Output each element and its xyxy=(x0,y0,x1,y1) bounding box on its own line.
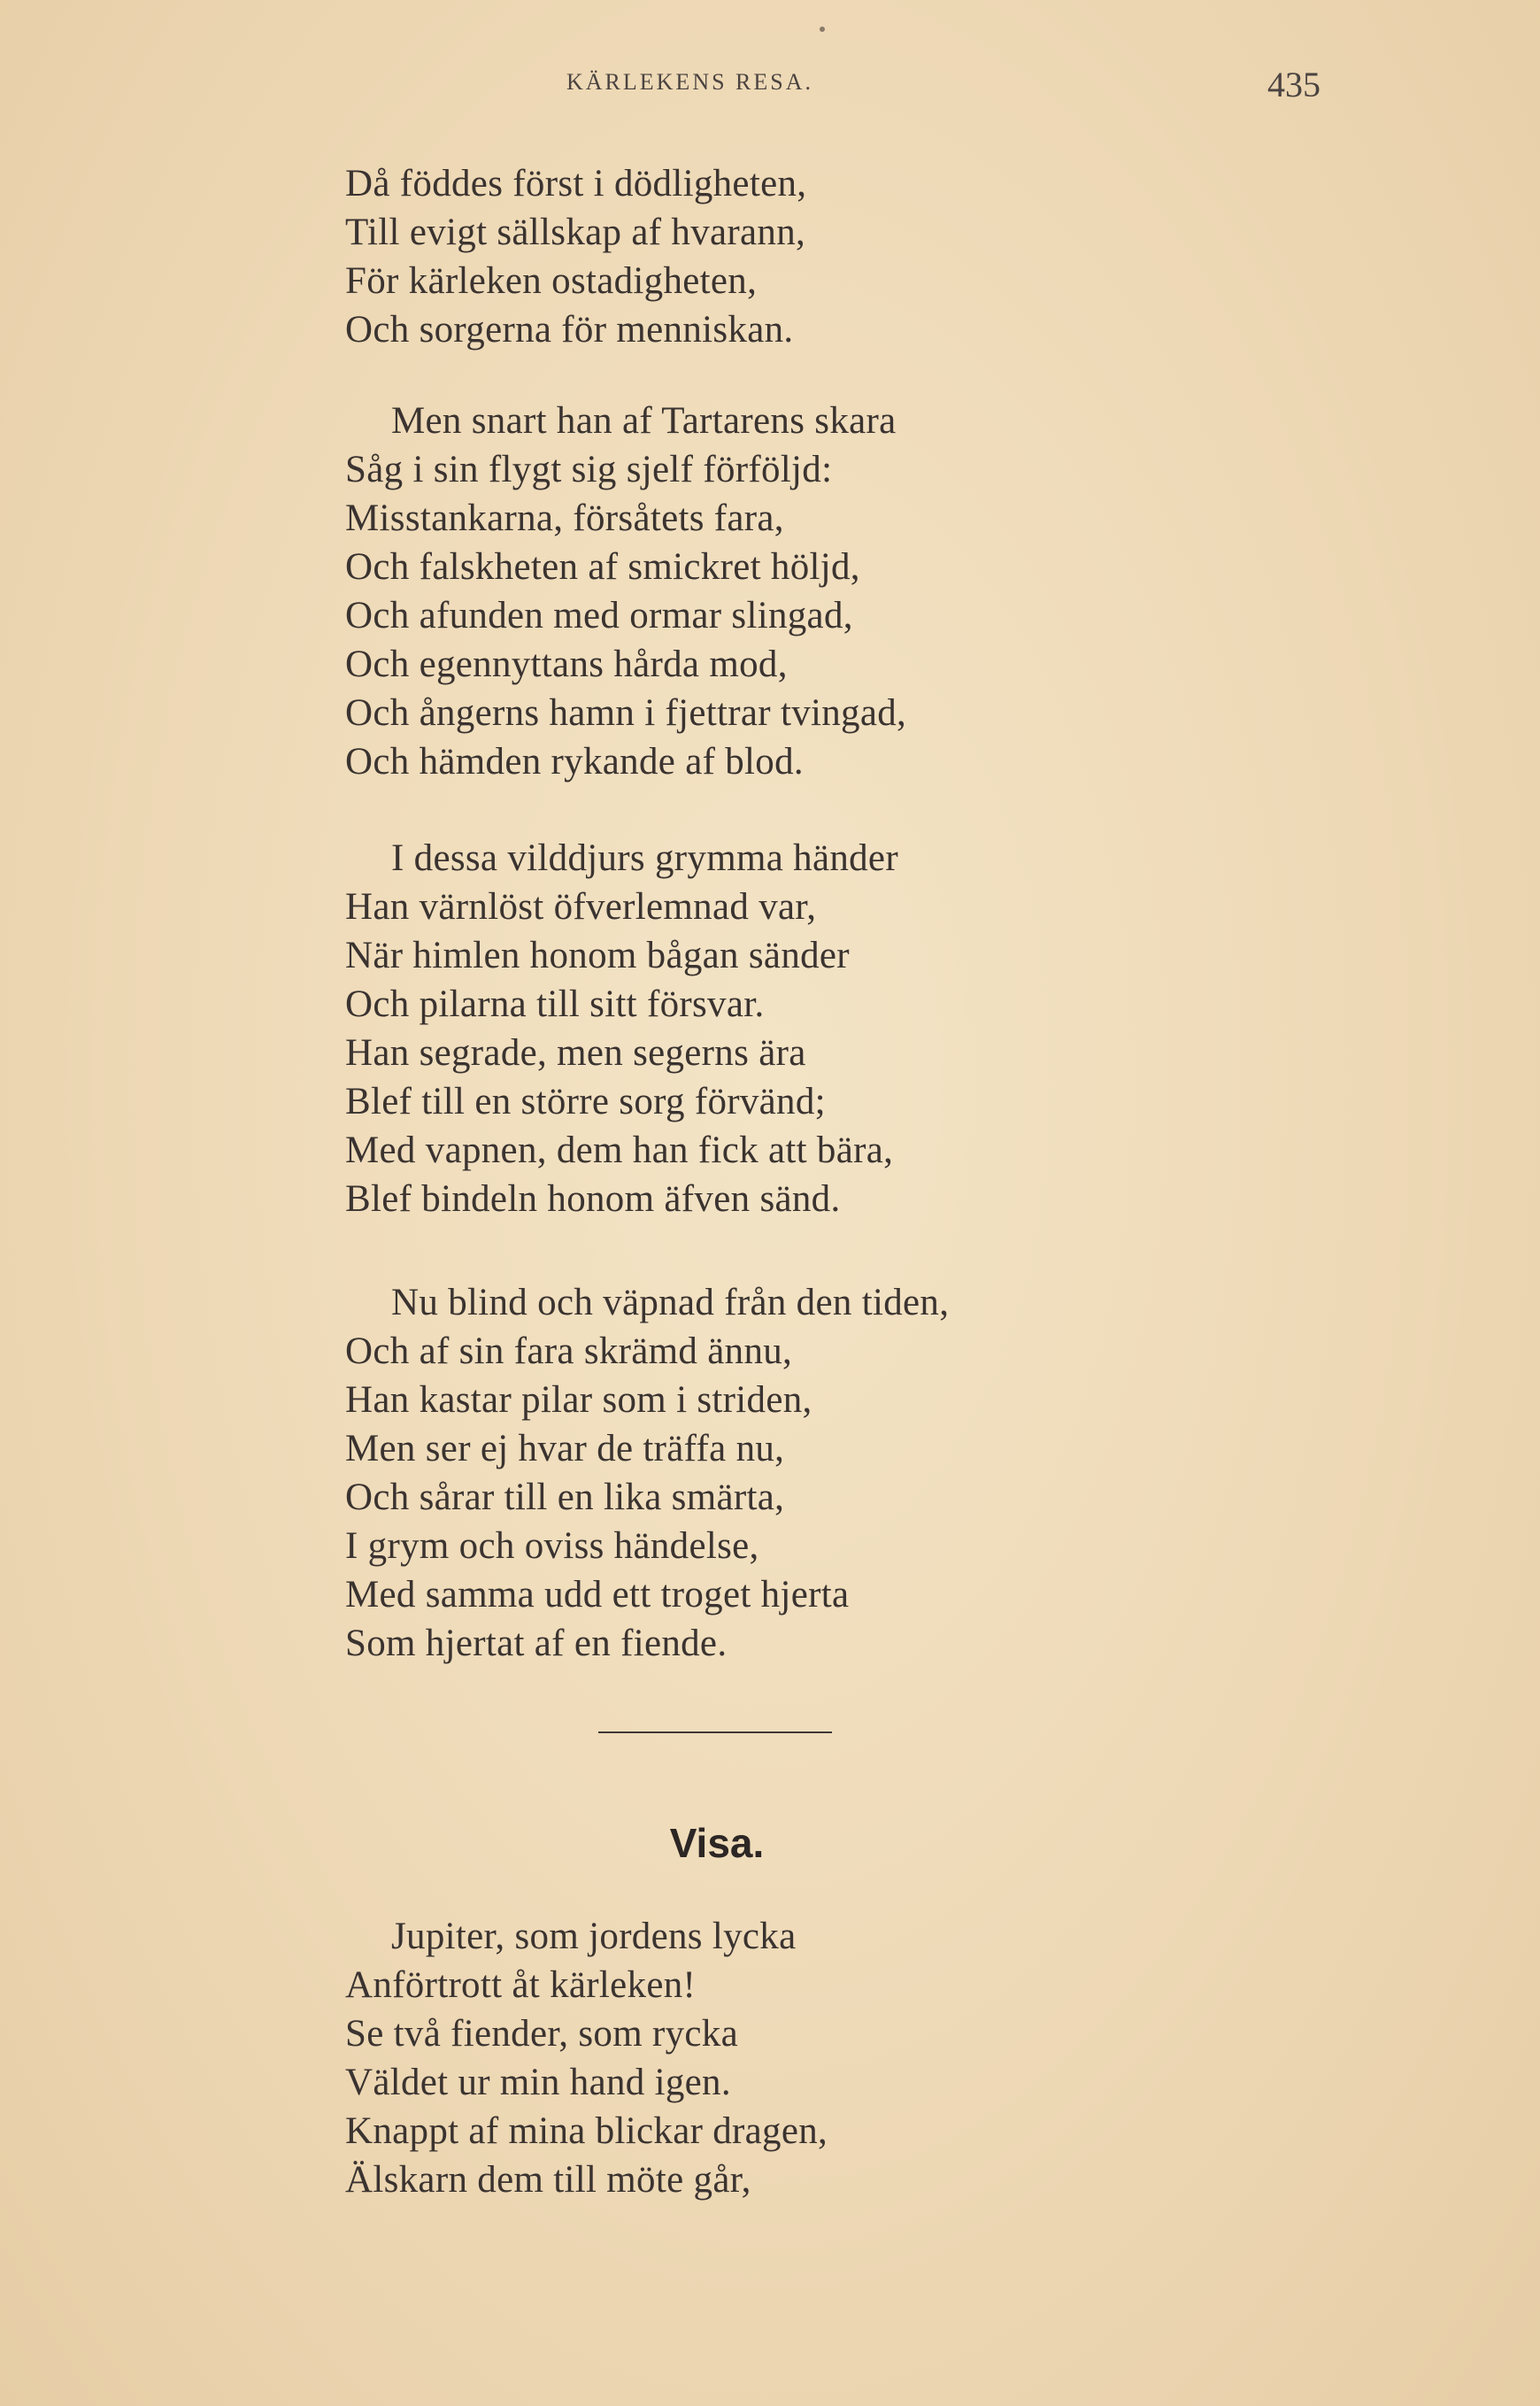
verse-line: Som hjertat af en fiende. xyxy=(345,1623,728,1664)
stanza-1 xyxy=(345,159,1230,354)
stanza-2 xyxy=(345,397,1230,786)
verse-line: Och falskheten af smickret höljd, xyxy=(345,546,860,588)
verse-line: Och sårar till en lika smärta, xyxy=(345,1477,785,1518)
verse-line: Och hämden rykande af blod. xyxy=(345,741,804,783)
running-head: KÄRLEKENS RESA. xyxy=(566,69,814,95)
verse-line: Och pilarna till sitt försvar. xyxy=(345,983,765,1025)
verse-line: Och afunden med ormar slingad, xyxy=(345,595,853,636)
verse-line: Han segrade, men segerns ära xyxy=(345,1032,806,1074)
verse-line: Blef till en större sorg förvänd; xyxy=(345,1081,826,1122)
verse-line: Då föddes först i dödligheten, xyxy=(345,163,807,204)
visa-stanza xyxy=(345,1912,1230,2204)
verse-line: Och sorgerna för menniskan. xyxy=(345,309,794,351)
verse-line: Jupiter, som jordens lycka xyxy=(391,1916,797,1957)
verse-line: Blef bindeln honom äfven sänd. xyxy=(345,1178,841,1220)
verse-line: I dessa vilddjurs grymma händer xyxy=(391,837,898,879)
verse-line: Men ser ej hvar de träffa nu, xyxy=(345,1428,785,1469)
section-title: Visa. xyxy=(669,1820,765,1866)
verse-line: Och egennyttans hårda mod, xyxy=(345,644,788,685)
verse-line: Nu blind och väpnad från den tiden, xyxy=(391,1282,950,1323)
verse-line: När himlen honom bågan sänder xyxy=(345,935,850,976)
verse-line: Han kastar pilar som i striden, xyxy=(345,1379,812,1421)
verse-line: Såg i sin flygt sig sjelf förföljd: xyxy=(345,449,833,490)
verse-line: Med samma udd ett troget hjerta xyxy=(345,1574,850,1616)
stanza-3 xyxy=(345,834,1230,1223)
verse-line: Se två fiender, som rycka xyxy=(345,2013,738,2055)
stanza-4 xyxy=(345,1278,1230,1668)
verse-line: Till evigt sällskap af hvarann, xyxy=(345,212,806,253)
verse-line: För kärleken ostadigheten, xyxy=(345,260,758,302)
verse-line: Men snart han af Tartarens skara xyxy=(391,400,897,442)
verse-line: Väldet ur min hand igen. xyxy=(345,2062,731,2103)
verse-line: I grym och oviss händelse, xyxy=(345,1525,759,1567)
verse-line: Och af sin fara skrämd ännu, xyxy=(345,1330,793,1372)
section-divider xyxy=(598,1731,832,1733)
verse-line: Älskarn dem till möte går, xyxy=(345,2159,751,2201)
verse-line: Och ångerns hamn i fjettrar tvingad, xyxy=(345,692,907,734)
verse-line: Misstankarna, försåtets fara, xyxy=(345,497,784,539)
ink-speck xyxy=(820,27,825,32)
verse-line: Knappt af mina blickar dragen, xyxy=(345,2110,828,2152)
verse-line: Anförtrott åt kärleken! xyxy=(345,1964,697,2006)
page-number: 435 xyxy=(1267,65,1321,104)
verse-line: Han värnlöst öfverlemnad var, xyxy=(345,886,817,928)
verse-line: Med vapnen, dem han fick att bära, xyxy=(345,1130,894,1171)
